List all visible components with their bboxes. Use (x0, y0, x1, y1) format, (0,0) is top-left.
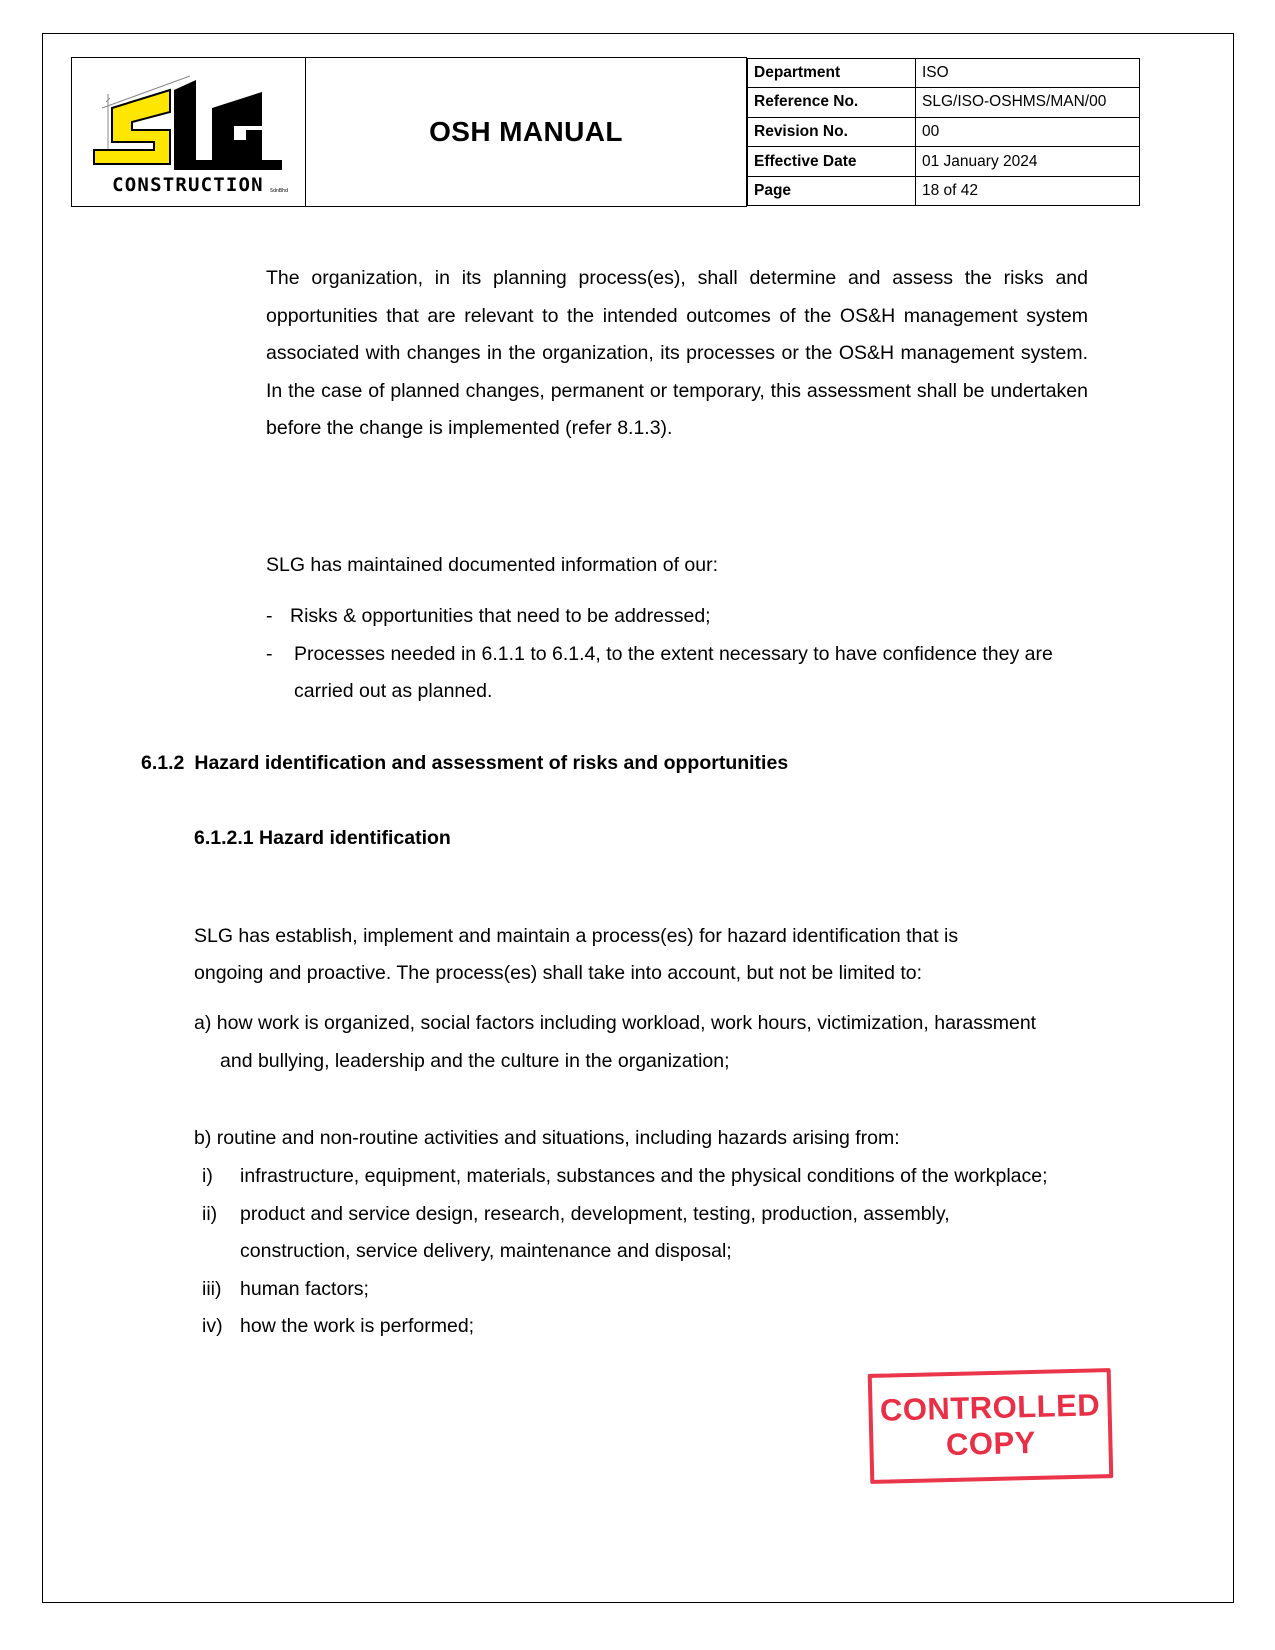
document-header-table (71, 57, 1140, 207)
roman-text: product and service design, research, development, testing, production, assembly, construction, service delivery, maintenance and disposal; (240, 1202, 950, 1262)
dash-bullet-text: Risks & opportunities that need to be addressed; (290, 605, 711, 627)
meta-value-reference-no: SLG/ISO-OSHMS/MAN/00 (916, 88, 1140, 118)
roman-marker: iv) (202, 1315, 223, 1337)
roman-marker: ii) (202, 1202, 218, 1225)
meta-value-department: ISO (916, 58, 1140, 88)
paragraph-block-2 (266, 527, 1088, 604)
roman-text: human factors; (240, 1277, 369, 1300)
meta-value-page: 18 of 42 (916, 176, 1140, 206)
meta-label-revision-no: Revision No. (748, 117, 916, 147)
list-item (194, 1158, 1054, 1196)
list-item (194, 1196, 1054, 1271)
meta-label-department: Department (748, 58, 916, 88)
logo-letter-s (94, 90, 170, 164)
dash-bullet-list (266, 598, 1088, 711)
list-item (194, 1308, 1054, 1346)
roman-marker: iii) (202, 1277, 222, 1300)
section-title-6-1-2: Hazard identification and assessment of risks and opportunities (194, 752, 789, 774)
paragraph-block-3 (194, 898, 1032, 1012)
section-heading-6-1-2 (141, 752, 788, 775)
logo-wordmark: CONSTRUCTION (111, 173, 264, 196)
logo-graphic (84, 64, 294, 202)
roman-text: infrastructure, equipment, materials, substances and the physical conditions of the workplace; (240, 1165, 1048, 1187)
meta-label-page: Page (748, 176, 916, 206)
meta-row-reference-no (748, 88, 1140, 118)
document-meta-table (747, 58, 1140, 207)
lettered-item-b (194, 1120, 1054, 1158)
meta-row-revision-no (748, 117, 1140, 147)
logo-tm-mark: SdnBhd (269, 187, 288, 194)
roman-numeral-list (194, 1158, 1054, 1346)
controlled-copy-stamp (868, 1368, 1114, 1484)
meta-row-effective-date (748, 147, 1140, 177)
logo-cell (72, 58, 306, 207)
lettered-item-a (194, 1005, 1054, 1080)
dash-bullet-marker: - (266, 642, 273, 665)
meta-label-reference-no: Reference No. (748, 88, 916, 118)
dash-bullet-marker: - (266, 605, 273, 627)
paragraph-1: The organization, in its planning process(es), shall determine and assess the risks and opportunities that are relevant to the intended outcomes of the OS&H management system associated with changes in the organization, its processes or the OS&H management system. In the case of planned changes, permanent or temporary, this assessment shall be undertaken before the change is implemented (refer 8.1.3). (266, 267, 1088, 439)
dash-bullet-text: Processes needed in 6.1.1 to 6.1.4, to the extent necessary to have confidence they are carried out as planned. (294, 642, 1053, 702)
paragraph-block-1 (266, 260, 1088, 448)
page-title: OSH MANUAL (429, 115, 623, 147)
stamp-line-1: CONTROLLED (879, 1387, 1101, 1428)
section-heading-6-1-2-1: 6.1.2.1 Hazard identification (194, 827, 451, 849)
section-number-6-1-2: 6.1.2 (141, 752, 185, 774)
meta-row-department (748, 58, 1140, 88)
stamp-text (868, 1368, 1114, 1484)
lettered-item-b-text: b) routine and non-routine activities and situations, including hazards arising from: (194, 1127, 900, 1149)
list-item (266, 636, 1088, 711)
paragraph-3: SLG has establish, implement and maintain a process(es) for hazard identification that is ongoing and proactive. The process(es) shall take into account, but not be limited to: (194, 924, 959, 984)
logo-baseline-bar (174, 160, 282, 170)
list-item (266, 598, 1088, 636)
list-item (194, 1271, 1054, 1309)
document-meta-cell (747, 58, 1141, 207)
slg-construction-logo (84, 64, 294, 202)
roman-text: how the work is performed; (240, 1315, 475, 1337)
lettered-item-a-text: a) how work is organized, social factors including workload, work hours, victimization, harassment and bullying, leadership and the culture in the organization; (194, 1012, 1037, 1072)
meta-value-revision-no: 00 (916, 117, 1140, 147)
stamp-line-2: COPY (945, 1424, 1037, 1463)
logo-letter-g (212, 92, 262, 164)
meta-row-page (748, 176, 1140, 206)
logo-letter-l (174, 80, 196, 164)
roman-marker: i) (202, 1165, 213, 1187)
paragraph-2: SLG has maintained documented information of our: (266, 553, 719, 576)
meta-label-effective-date: Effective Date (748, 147, 916, 177)
document-title-cell (306, 58, 747, 207)
meta-value-effective-date: 01 January 2024 (916, 147, 1140, 177)
